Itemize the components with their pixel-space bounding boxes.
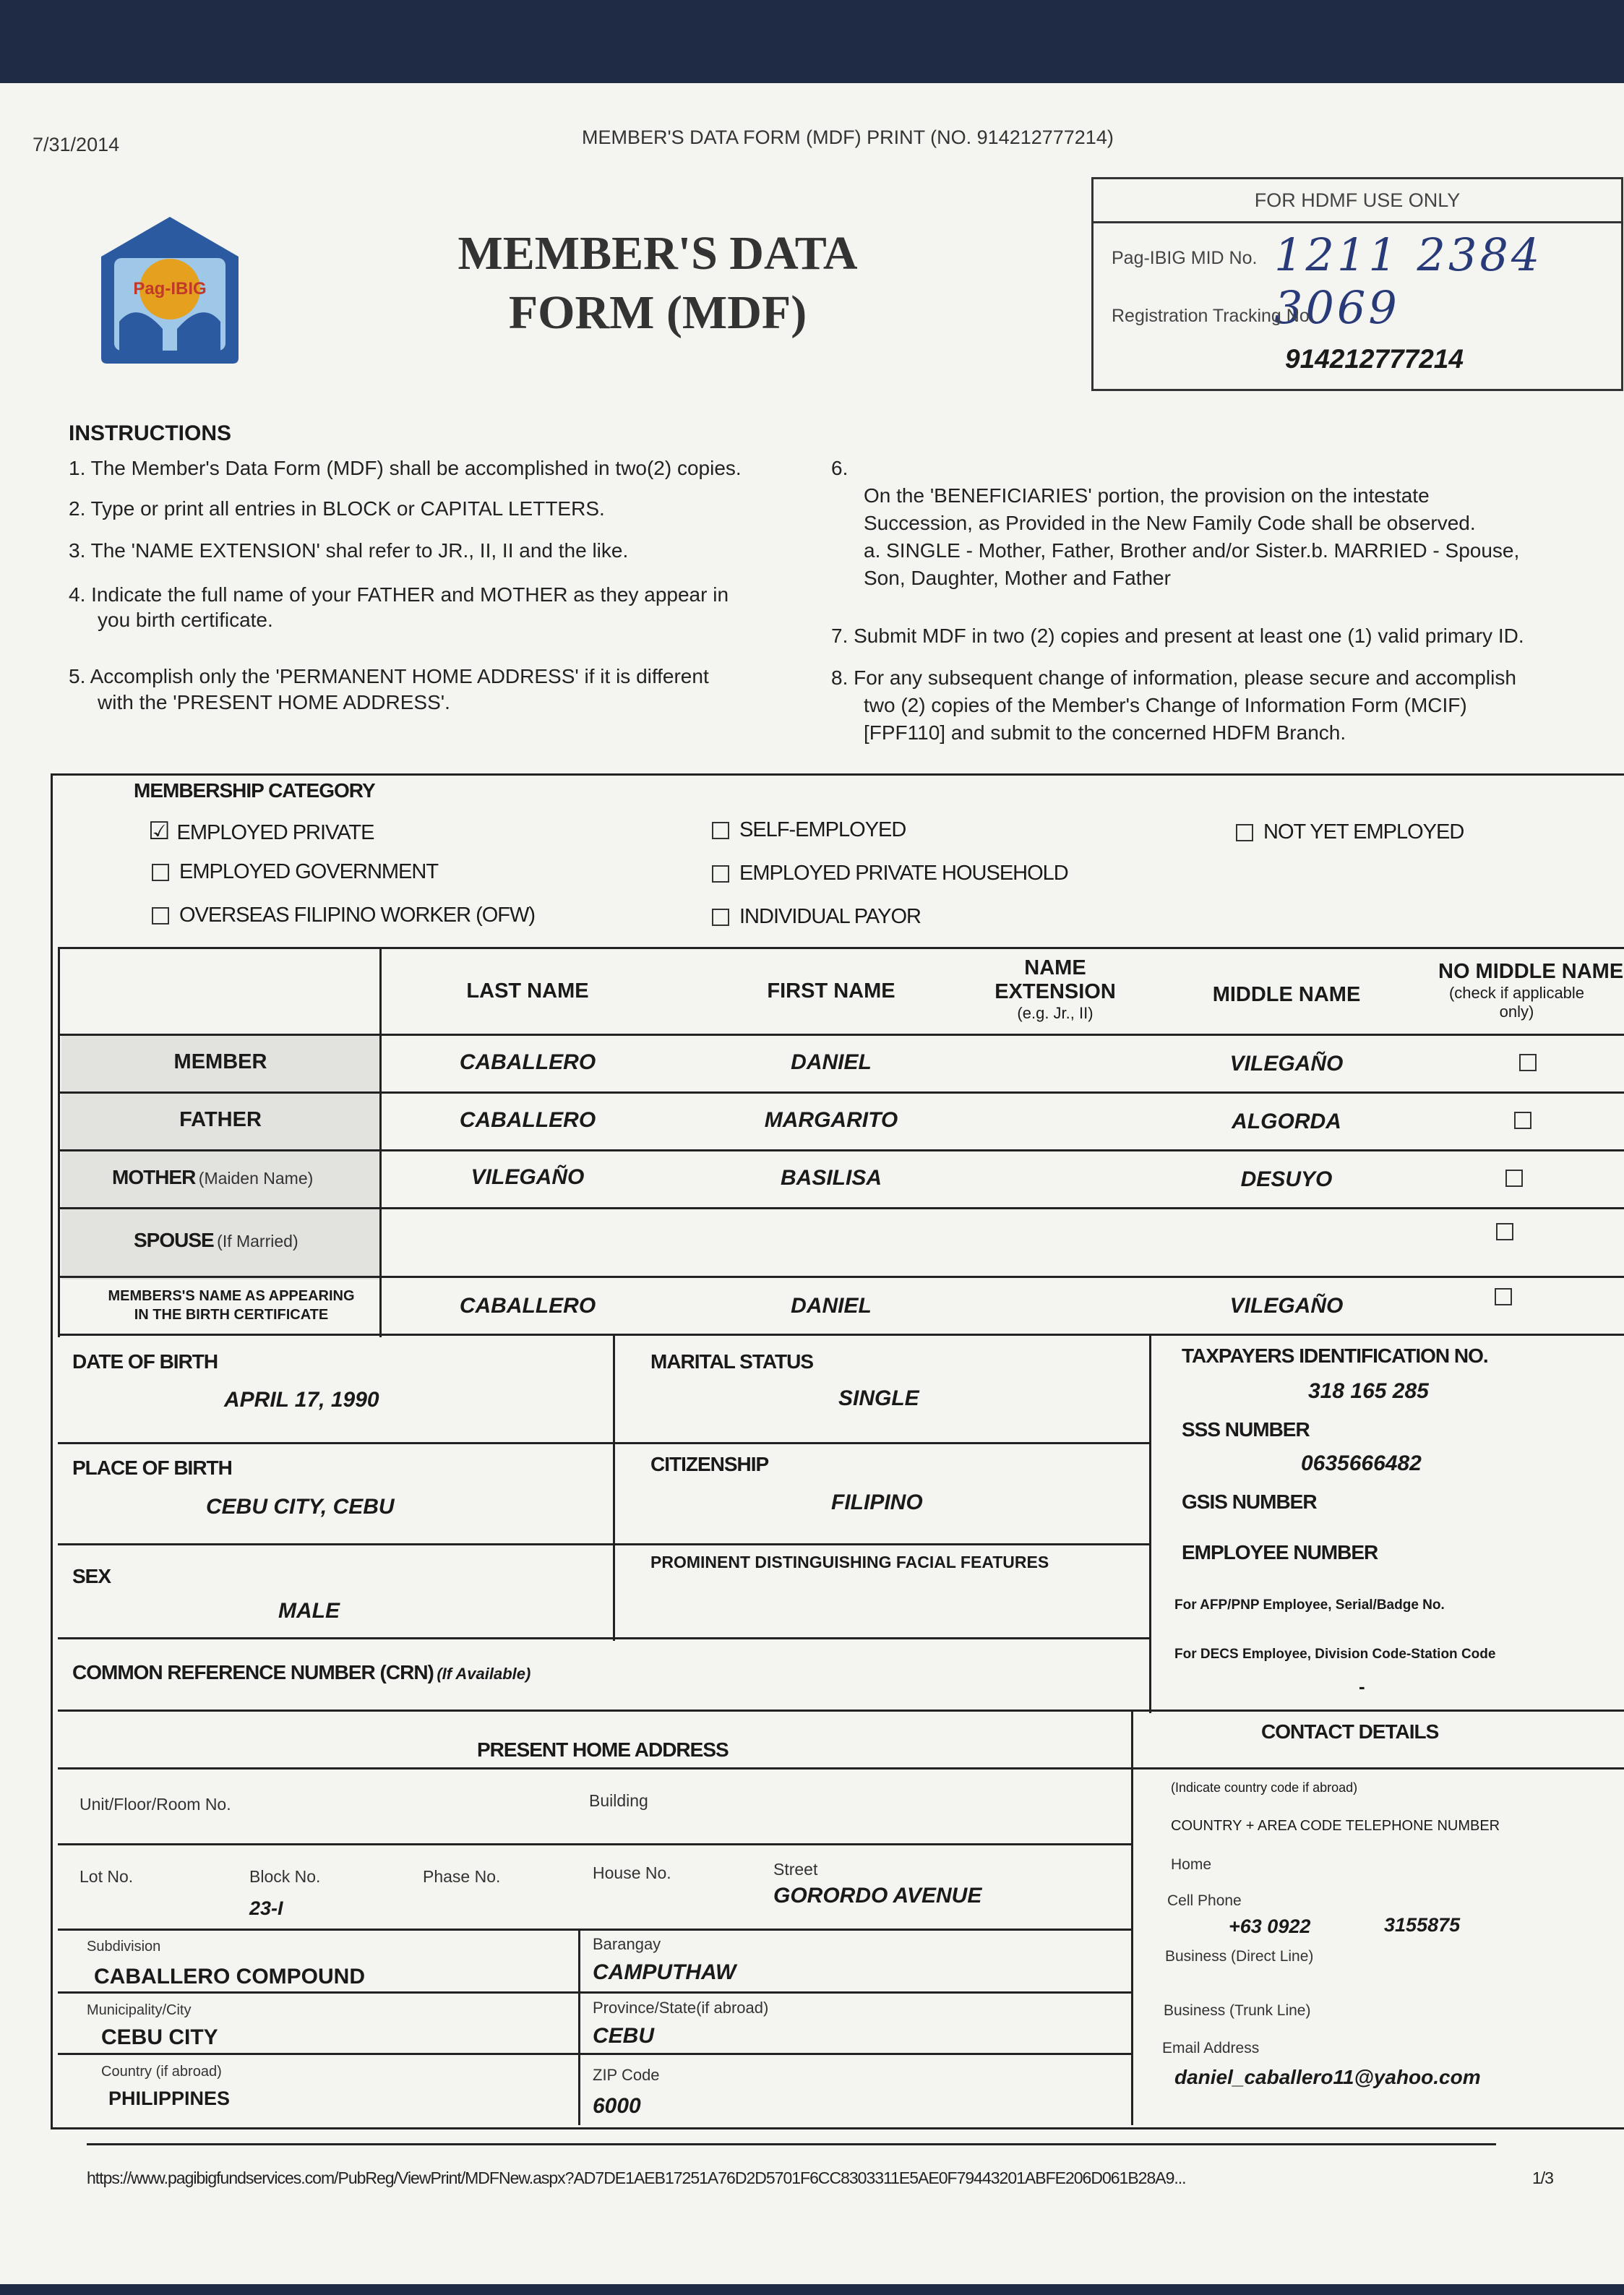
- category-not-yet-employed[interactable]: NOT YET EMPLOYED: [1236, 820, 1464, 844]
- instruction-5a: 5. Accomplish only the 'PERMANENT HOME ADDRESS' if it is different: [69, 665, 709, 687]
- divider: [58, 1149, 1624, 1151]
- father-last-name: CABALLERO: [459, 1108, 596, 1132]
- dob-value: APRIL 17, 1990: [224, 1388, 379, 1412]
- city-label: Municipality/City: [87, 2002, 192, 2018]
- hdmf-box-title: FOR HDMF USE ONLY: [1094, 179, 1621, 223]
- citizenship-label: CITIZENSHIP: [650, 1453, 769, 1475]
- pob-value: CEBU CITY, CEBU: [206, 1495, 395, 1519]
- mother-last-name: VILEGAÑO: [471, 1165, 585, 1189]
- house-label: House No.: [593, 1863, 671, 1882]
- birthcert-middle-name: VILEGAÑO: [1229, 1294, 1344, 1318]
- barangay-value: CAMPUTHAW: [593, 1960, 736, 1984]
- category-employed-government[interactable]: EMPLOYED GOVERNMENT: [152, 860, 438, 884]
- email-label: Email Address: [1162, 2040, 1260, 2056]
- instruction-8c: [FPF110] and submit to the concerned HDFM Branch.: [864, 721, 1346, 744]
- divider: [58, 1276, 1624, 1278]
- divider: [58, 1091, 1624, 1094]
- gsis-label: GSIS NUMBER: [1182, 1490, 1317, 1513]
- print-date: 7/31/2014: [33, 134, 120, 155]
- instructions-heading: INSTRUCTIONS: [69, 421, 231, 445]
- form-title-line1: MEMBER'S DATA: [457, 227, 858, 280]
- no-middle-name-checkbox[interactable]: [1496, 1223, 1524, 1240]
- divider: [87, 2143, 1496, 2145]
- row-label-father: FATHER: [179, 1108, 262, 1131]
- divider: [58, 1034, 1624, 1036]
- divider: [58, 947, 1624, 949]
- divider: [58, 1710, 1624, 1712]
- category-self-employed[interactable]: SELF-EMPLOYED: [712, 818, 906, 842]
- street-value: GORORDO AVENUE: [773, 1884, 982, 1908]
- facial-features-label: PROMINENT DISTINGUISHING FACIAL FEATURES: [650, 1553, 1049, 1571]
- divider: [58, 1767, 1624, 1769]
- marital-label: MARITAL STATUS: [650, 1350, 814, 1373]
- checkbox-icon[interactable]: [1496, 1223, 1513, 1240]
- employee-number-label: EMPLOYEE NUMBER: [1182, 1541, 1378, 1563]
- footer-page-number: 1/3: [1532, 2169, 1553, 2187]
- instruction-3: 3. The 'NAME EXTENSION' shal refer to JR., II, II and the like.: [69, 539, 629, 562]
- category-employed-private-household[interactable]: EMPLOYED PRIVATE HOUSEHOLD: [712, 862, 1068, 885]
- block-value: 23-I: [249, 1897, 283, 1919]
- mother-middle-name: DESUYO: [1240, 1167, 1333, 1191]
- marital-value: SINGLE: [838, 1386, 919, 1410]
- home-phone-label: Home: [1171, 1856, 1212, 1873]
- row-label-birth-certificate: MEMBERS'S NAME AS APPEARING IN THE BIRTH CERTIFICATE: [108, 1288, 355, 1323]
- sss-value: 0635666482: [1301, 1451, 1422, 1475]
- member-last-name: CABALLERO: [459, 1050, 596, 1074]
- divider: [379, 947, 382, 1337]
- mother-first-name: BASILISA: [780, 1166, 882, 1190]
- category-ofw[interactable]: OVERSEAS FILIPINO WORKER (OFW): [152, 904, 535, 927]
- form-title: [405, 224, 911, 343]
- instruction-2: 2. Type or print all entries in BLOCK or CAPITAL LETTERS.: [69, 497, 605, 520]
- row-label-member: MEMBER: [173, 1050, 267, 1073]
- instruction-6: 6.: [831, 457, 848, 479]
- street-label: Street: [773, 1860, 818, 1879]
- checked-checkbox-icon[interactable]: ☑: [148, 818, 170, 845]
- checkbox-icon[interactable]: [1505, 1170, 1523, 1187]
- checkbox-icon[interactable]: [712, 822, 729, 839]
- row-label-spouse: SPOUSE (If Married): [134, 1229, 298, 1251]
- decs-value: -: [1359, 1676, 1365, 1697]
- divider: [58, 1843, 1131, 1845]
- checkbox-icon[interactable]: [152, 864, 169, 881]
- building-label: Building: [589, 1791, 648, 1810]
- dob-label: DATE OF BIRTH: [72, 1350, 218, 1373]
- city-value: CEBU CITY: [101, 2025, 218, 2049]
- checkbox-icon[interactable]: [1519, 1054, 1537, 1071]
- afp-pnp-label: For AFP/PNP Employee, Serial/Badge No.: [1174, 1597, 1445, 1613]
- divider: [58, 1334, 1624, 1336]
- mid-value: 1211 2384 3069: [1274, 228, 1543, 334]
- zip-value: 6000: [593, 2094, 641, 2118]
- divider: [58, 1929, 1131, 1931]
- cell-phone-code: +63 0922: [1229, 1916, 1311, 1937]
- phase-label: Phase No.: [423, 1867, 501, 1886]
- divider: [613, 1334, 615, 1641]
- father-middle-name: ALGORDA: [1232, 1110, 1341, 1133]
- province-value: CEBU: [593, 2024, 655, 2048]
- instruction-4a: 4. Indicate the full name of your FATHER and MOTHER as they appear in: [69, 583, 729, 606]
- no-middle-name-checkbox[interactable]: [1514, 1112, 1542, 1129]
- no-middle-name-checkbox[interactable]: [1495, 1288, 1522, 1305]
- category-employed-private[interactable]: ☑ EMPLOYED PRIVATE: [148, 818, 374, 845]
- form-title-line2: FORM (MDF): [508, 286, 807, 339]
- tin-value: 318 165 285: [1308, 1379, 1429, 1403]
- print-title: MEMBER'S DATA FORM (MDF) PRINT (NO. 914212777214): [582, 126, 1114, 148]
- birthcert-last-name: CABALLERO: [459, 1294, 596, 1318]
- tin-label: TAXPAYERS IDENTIFICATION NO.: [1182, 1344, 1488, 1367]
- checkbox-icon[interactable]: [1495, 1288, 1512, 1305]
- instruction-6b: Succession, as Provided in the New Family Code shall be observed.: [864, 512, 1476, 534]
- header-name-extension: NAME EXTENSION (e.g. Jr., II): [994, 956, 1116, 1022]
- header-last-name: LAST NAME: [466, 979, 589, 1003]
- pagibig-logo-icon: [94, 213, 246, 365]
- sex-value: MALE: [278, 1599, 340, 1623]
- tracking-value: 914212777214: [1285, 344, 1464, 374]
- divider: [58, 1207, 1624, 1209]
- logo-text: Pag-IBIG: [133, 279, 207, 299]
- unit-label: Unit/Floor/Room No.: [80, 1795, 231, 1814]
- no-middle-name-checkbox[interactable]: [1505, 1170, 1533, 1187]
- instruction-6a: On the 'BENEFICIARIES' portion, the provision on the intestate: [864, 484, 1430, 507]
- category-individual-payor[interactable]: INDIVIDUAL PAYOR: [712, 905, 921, 929]
- contact-note: (Indicate country code if abroad): [1171, 1780, 1358, 1795]
- cell-phone-number: 3155875: [1384, 1914, 1461, 1936]
- member-first-name: DANIEL: [791, 1050, 872, 1074]
- checkbox-icon[interactable]: [152, 907, 169, 925]
- country-value: PHILIPPINES: [108, 2088, 231, 2109]
- checkbox-icon[interactable]: [712, 865, 729, 883]
- contact-details-heading: CONTACT DETAILS: [1261, 1720, 1439, 1743]
- row-label-mother: MOTHER (Maiden Name): [112, 1166, 314, 1188]
- business-trunk-label: Business (Trunk Line): [1164, 2002, 1311, 2019]
- header-first-name: FIRST NAME: [767, 979, 895, 1003]
- hdmf-use-only-box: [1091, 177, 1623, 391]
- sex-label: SEX: [72, 1565, 111, 1587]
- birthcert-first-name: DANIEL: [791, 1294, 872, 1318]
- divider: [1131, 1710, 1133, 2125]
- email-value: daniel_caballero11@yahoo.com: [1174, 2066, 1481, 2088]
- present-home-address-heading: PRESENT HOME ADDRESS: [477, 1738, 729, 1761]
- pob-label: PLACE OF BIRTH: [72, 1457, 232, 1479]
- subdivision-label: Subdivision: [87, 1939, 161, 1955]
- barangay-label: Barangay: [593, 1935, 661, 1953]
- tracking-label: Registration Tracking No.: [1112, 306, 1315, 326]
- province-label: Province/State(if abroad): [593, 1999, 769, 2017]
- crn-label: COMMON REFERENCE NUMBER (CRN) (If Available): [72, 1661, 531, 1683]
- sss-label: SSS NUMBER: [1182, 1418, 1310, 1441]
- subdivision-value: CABALLERO COMPOUND: [94, 1965, 365, 1989]
- instruction-4b: you birth certificate.: [98, 609, 273, 631]
- divider: [58, 1442, 1149, 1444]
- divider: [578, 1929, 580, 2125]
- header-no-middle-name: NO MIDDLE NAME (check if applicable only): [1438, 960, 1624, 1021]
- instruction-8b: two (2) copies of the Member's Change of Information Form (MCIF): [864, 694, 1467, 716]
- contact-columns: COUNTRY + AREA CODE TELEPHONE NUMBER: [1171, 1818, 1500, 1834]
- instruction-1: 1. The Member's Data Form (MDF) shall be accomplished in two(2) copies.: [69, 457, 742, 479]
- checkbox-icon[interactable]: [1514, 1112, 1531, 1129]
- instruction-5b: with the 'PRESENT HOME ADDRESS'.: [98, 691, 450, 713]
- no-middle-name-checkbox[interactable]: [1519, 1054, 1547, 1071]
- checkbox-icon[interactable]: [712, 909, 729, 926]
- divider: [58, 947, 60, 1337]
- divider: [1149, 1334, 1151, 1713]
- member-middle-name: VILEGAÑO: [1229, 1052, 1344, 1076]
- instruction-6d: Son, Daughter, Mother and Father: [864, 567, 1171, 589]
- instruction-7: 7. Submit MDF in two (2) copies and present at least one (1) valid primary ID.: [831, 625, 1524, 647]
- checkbox-icon[interactable]: [1236, 824, 1253, 841]
- mid-label: Pag-IBIG MID No.: [1112, 248, 1258, 268]
- zip-label: ZIP Code: [593, 2066, 660, 2084]
- citizenship-value: FILIPINO: [831, 1490, 923, 1514]
- instruction-8a: 8. For any subsequent change of information, please secure and accomplish: [831, 666, 1516, 689]
- instruction-6c: a. SINGLE - Mother, Father, Brother and/or Sister.b. MARRIED - Spouse,: [864, 539, 1520, 562]
- membership-heading: MEMBERSHIP CATEGORY: [134, 779, 375, 802]
- decs-label: For DECS Employee, Division Code-Station Code: [1174, 1647, 1496, 1662]
- country-label: Country (if abroad): [101, 2064, 222, 2080]
- business-direct-label: Business (Direct Line): [1165, 1948, 1314, 1965]
- lot-label: Lot No.: [80, 1867, 134, 1886]
- father-first-name: MARGARITO: [764, 1108, 898, 1132]
- divider: [58, 1637, 1149, 1639]
- divider: [58, 1543, 1149, 1545]
- cell-phone-label: Cell Phone: [1167, 1892, 1242, 1909]
- block-label: Block No.: [249, 1867, 321, 1886]
- divider: [58, 1991, 1131, 1994]
- header-middle-name: MIDDLE NAME: [1212, 983, 1361, 1006]
- divider: [58, 2053, 1131, 2055]
- footer-url: https://www.pagibigfundservices.com/PubReg/ViewPrint/MDFNew.aspx?AD7DE1AEB17251A76D2D5701F6CC8303311E5AE0F79443201ABFE206D061B28A9...: [87, 2169, 1186, 2187]
